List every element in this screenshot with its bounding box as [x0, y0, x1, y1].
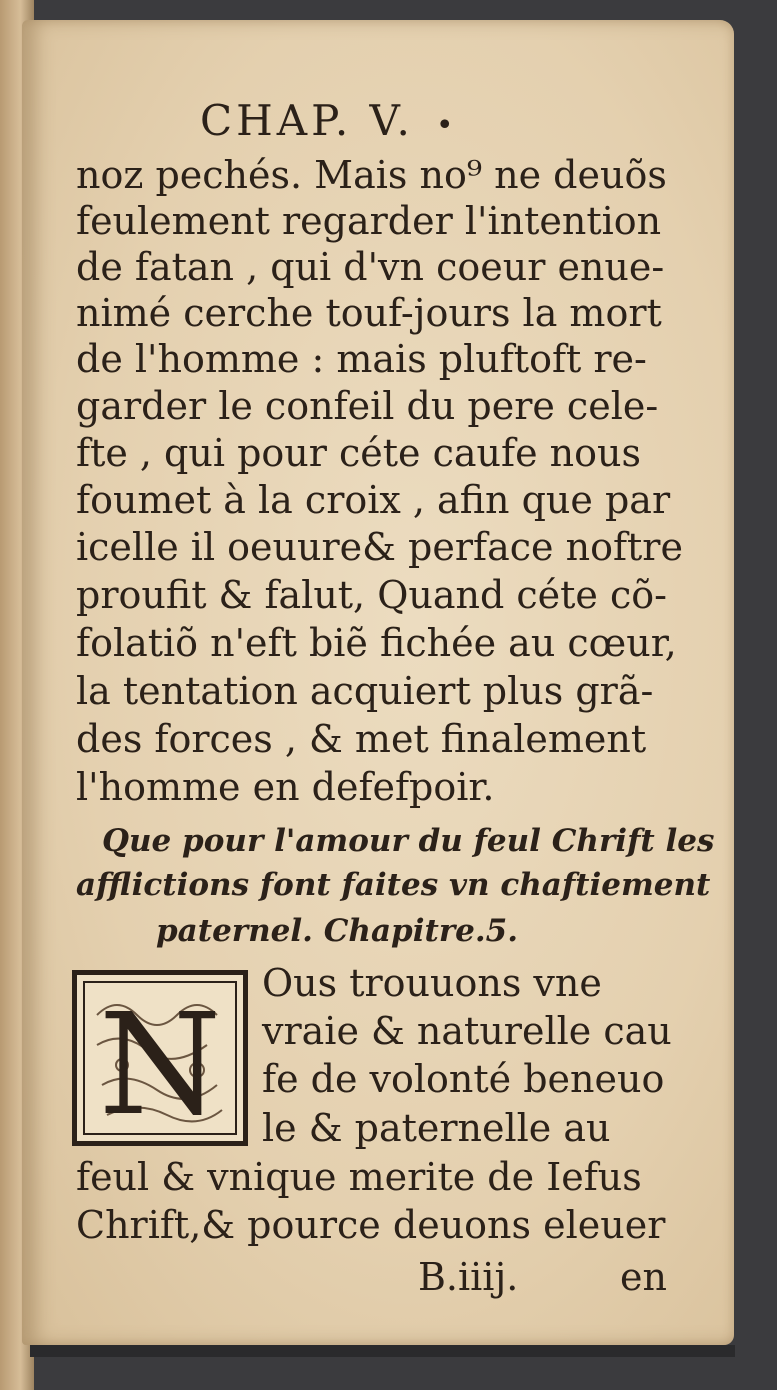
text-line: fte , qui pour céte caufe nous — [76, 431, 641, 475]
dropcap-line: vraie & naturelle cau — [262, 1009, 672, 1053]
initial-letter: N — [98, 984, 222, 1141]
subheading-line: Que pour l'amour du feul Chrift les — [102, 823, 715, 859]
text-line: foumet à la croix , afin que par — [76, 478, 671, 522]
initial-ornament — [77, 975, 243, 1141]
text-line: de l'homme : mais pluftoft re- — [76, 337, 647, 381]
text-line: la tentation acquiert plus grã- — [76, 669, 654, 713]
text-line: noz pechés. Mais no⁹ ne deuõs — [76, 153, 667, 197]
subheading-line: paternel. Chapitre.5. — [156, 913, 519, 949]
catchword: en — [620, 1255, 667, 1299]
signature-mark: B.iiij. — [418, 1255, 519, 1299]
running-header — [200, 96, 600, 146]
text-line: folatiõ n'eft biẽ fichée au cœur, — [76, 621, 677, 665]
text-line: garder le confeil du pere cele- — [76, 384, 659, 428]
text-line: Chrift,& pource deuons eleuer — [76, 1203, 666, 1247]
text-line: de fatan , qui d'vn coeur enue- — [76, 245, 665, 289]
text-line: des forces , & met finalement — [76, 717, 647, 761]
header-ornament: • — [435, 108, 458, 143]
dropcap-line: fe de volonté beneuo — [262, 1057, 665, 1101]
decorated-initial — [72, 970, 248, 1146]
text-line: feul & vnique merite de Iefus — [76, 1155, 642, 1199]
subheading-line: afflictions font faites vn chaftiement — [76, 867, 711, 903]
text-line: icelle il oeuure& perface noftre — [76, 525, 683, 569]
dropcap-line: Ous trouuons vne — [262, 961, 602, 1005]
text-line: proufit & falut, Quand céte cõ- — [76, 573, 667, 617]
page-bottom-shadow — [30, 1345, 735, 1357]
text-line: l'homme en defefpoir. — [76, 765, 495, 809]
dropcap-line: le & paternelle au — [262, 1106, 611, 1150]
text-line: feulement regarder l'intention — [76, 199, 662, 243]
text-line: nimé cerche touf-jours la mort — [76, 291, 662, 335]
chapter-title: CHAP. V. — [200, 96, 414, 145]
